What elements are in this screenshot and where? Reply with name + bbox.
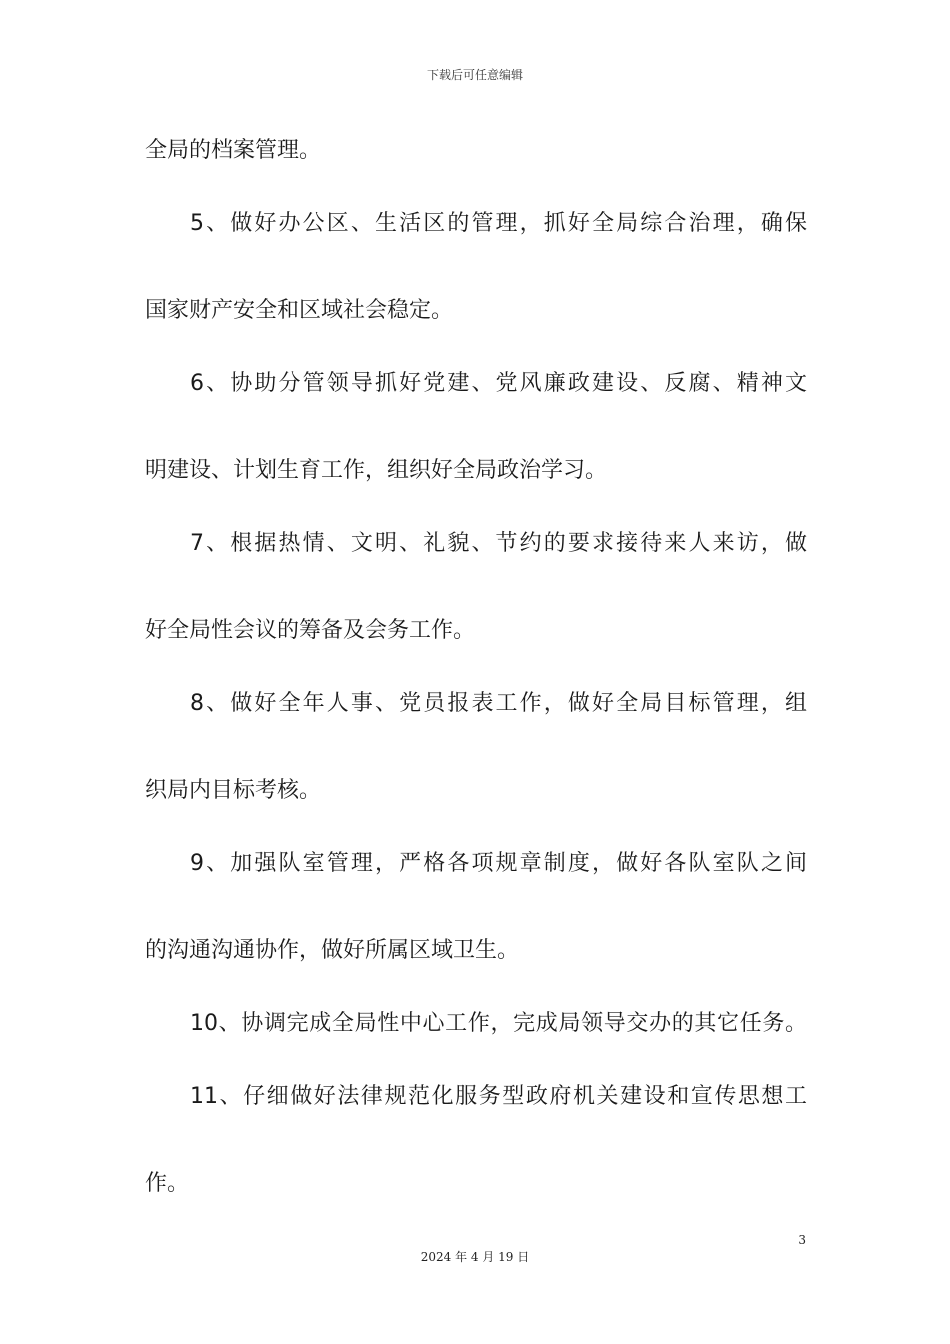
list-item-11-line-1: 11、仔细做好法律规范化服务型政府机关建设和宣传思想工: [190, 1084, 807, 1109]
list-item-5-line-1: 5、做好办公区、生活区的管理，抓好全局综合治理，确保: [190, 211, 807, 236]
list-item-8-line-1: 8、做好全年人事、党员报表工作，做好全局目标管理，组: [190, 691, 807, 716]
list-item-9-line-2: 的沟通沟通协作，做好所属区域卫生。: [145, 938, 520, 963]
page-number: 3: [798, 1233, 806, 1247]
list-item-8-line-2: 织局内目标考核。: [145, 778, 322, 803]
list-item-7-line-1: 7、根据热情、文明、礼貌、节约的要求接待来人来访，做: [190, 531, 807, 556]
list-item-9-line-1: 9、加强队室管理，严格各项规章制度，做好各队室队之间: [190, 851, 807, 876]
footer-date: 2024 年 4 月 19 日: [420, 1250, 530, 1264]
list-item-5-line-2: 国家财产安全和区域社会稳定。: [145, 298, 454, 323]
list-item-6-line-1: 6、协助分管领导抓好党建、党风廉政建设、反腐、精神文: [190, 371, 807, 396]
list-item-6-line-2: 明建设、计划生育工作，组织好全局政治学习。: [145, 458, 608, 483]
list-item-11-line-2: 作。: [145, 1171, 190, 1196]
list-item-10-line-1: 10、协调完成全局性中心工作，完成局领导交办的其它任务。: [190, 1011, 807, 1036]
text-line: 全局的档案管理。: [145, 138, 322, 163]
page-header: 下载后可任意编辑: [426, 68, 523, 82]
list-item-7-line-2: 好全局性会议的筹备及会务工作。: [145, 618, 476, 643]
